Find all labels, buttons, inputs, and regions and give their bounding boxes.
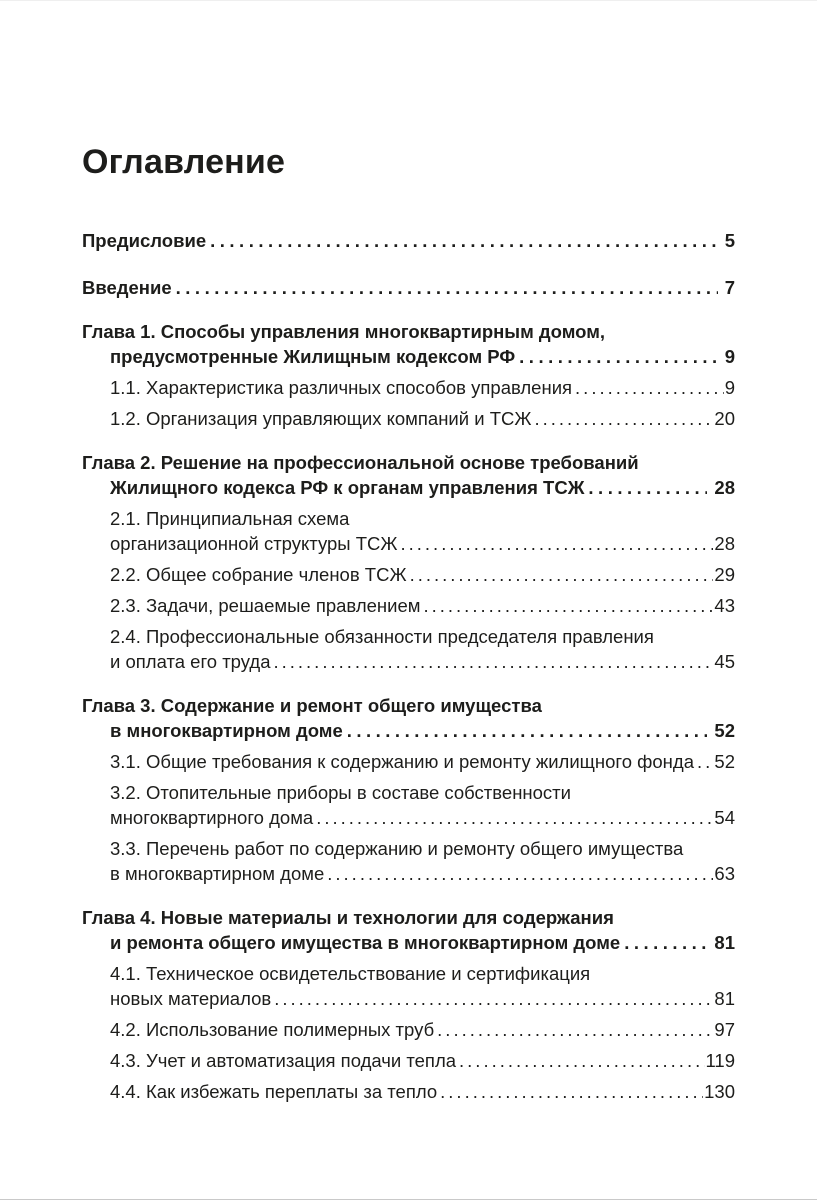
dot-leader [172, 275, 718, 300]
toc-entry [82, 1017, 735, 1042]
toc-page-number: 130 [704, 1081, 735, 1102]
toc-entry-line [110, 593, 735, 618]
dot-leader [270, 649, 713, 674]
toc-entry-line [110, 805, 735, 830]
dot-leader [324, 861, 713, 886]
dot-leader [398, 531, 714, 556]
toc-entry-line [110, 375, 735, 400]
toc-page-number: 20 [714, 408, 735, 429]
dot-leader [572, 375, 724, 400]
dot-leader [206, 228, 718, 253]
toc-entry-title: 1.2. Организация управляющих компаний и ТСЖ [110, 408, 532, 429]
toc-entry-title: Глава 3. Содержание и ремонт общего имущества [82, 695, 542, 716]
dot-leader [515, 344, 718, 369]
toc-entry-line [110, 1048, 735, 1073]
toc-entry-title: 2.4. Профессиональные обязанности председателя правления [110, 626, 654, 647]
toc-entry-line [110, 986, 735, 1011]
toc-entry [82, 406, 735, 431]
toc-page-number: 97 [714, 1019, 735, 1040]
dot-leader [313, 805, 713, 830]
toc-page-number: 81 [714, 932, 735, 953]
toc-entry-title: Введение [82, 277, 172, 298]
toc-entry-title: 3.1. Общие требования к содержанию и ремонту жилищного фонда [110, 751, 694, 772]
toc-entry [82, 275, 735, 300]
dot-leader [434, 1017, 713, 1042]
toc-entry [82, 693, 735, 743]
toc-entry-line [82, 905, 735, 930]
toc-entry-title: 4.1. Техническое освидетельствование и сертификация [110, 963, 591, 984]
toc-page-number: 54 [714, 807, 735, 828]
toc-entry [82, 749, 735, 774]
toc-entry-title: в многоквартирном доме [110, 720, 343, 741]
toc-entry-line [82, 228, 735, 253]
toc-page-number: 9 [724, 346, 735, 367]
dot-leader [456, 1048, 704, 1073]
toc-entry-line [110, 562, 735, 587]
toc-page-number: 81 [714, 988, 735, 1009]
dot-leader [437, 1079, 703, 1104]
toc-entry-line [82, 718, 735, 743]
toc-entry-line [110, 836, 735, 861]
toc-entry [82, 961, 735, 1011]
toc-page-number: 7 [724, 277, 735, 298]
table-of-contents [82, 228, 735, 1104]
toc-entry-title: Глава 4. Новые материалы и технологии для содержания [82, 907, 614, 928]
toc-entry [82, 836, 735, 886]
toc-page-number: 45 [714, 651, 735, 672]
toc-entry-title: 3.2. Отопительные приборы в составе собственности [110, 782, 571, 803]
toc-entry-title: предусмотренные Жилищным кодексом РФ [110, 346, 516, 367]
toc-entry-line [110, 1079, 735, 1104]
toc-entry-line [110, 861, 735, 886]
toc-page-number: 5 [724, 230, 735, 251]
toc-entry [82, 780, 735, 830]
toc-entry-line [110, 649, 735, 674]
toc-entry [82, 1079, 735, 1104]
toc-entry-line [110, 961, 735, 986]
toc-entry-line [110, 531, 735, 556]
toc-page-number: 9 [724, 377, 735, 398]
dot-leader [407, 562, 714, 587]
toc-entry [82, 319, 735, 369]
toc-entry-title: организационной структуры ТСЖ [110, 533, 398, 554]
dot-leader [620, 930, 707, 955]
toc-page-number: 43 [714, 595, 735, 616]
toc-entry-title: Глава 1. Способы управления многоквартирным домом, [82, 321, 606, 342]
toc-entry-line [82, 275, 735, 300]
toc-entry-title: 2.3. Задачи, решаемые правлением [110, 595, 421, 616]
toc-entry-title: и оплата его труда [110, 651, 271, 672]
toc-entry-title: 4.4. Как избежать переплаты за тепло [110, 1081, 438, 1102]
toc-page-number: 52 [714, 751, 735, 772]
toc-page-number: 29 [714, 564, 735, 585]
toc-page-number: 52 [714, 720, 735, 741]
toc-entry [82, 1048, 735, 1073]
toc-entry [82, 450, 735, 500]
toc-entry [82, 624, 735, 674]
toc-entry [82, 562, 735, 587]
toc-entry-title: 4.3. Учет и автоматизация подачи тепла [110, 1050, 457, 1071]
toc-entry [82, 375, 735, 400]
toc-entry-title: Жилищного кодекса РФ к органам управления ТСЖ [110, 477, 585, 498]
toc-entry-line [82, 450, 735, 475]
page-title: Оглавление [82, 143, 286, 181]
toc-entry-line [82, 693, 735, 718]
toc-entry-line [110, 749, 735, 774]
toc-entry-line [82, 319, 735, 344]
dot-leader [271, 986, 713, 1011]
toc-entry-line [82, 930, 735, 955]
toc-entry-title: в многоквартирном доме [110, 863, 325, 884]
toc-entry-line [110, 624, 735, 649]
toc-entry [82, 228, 735, 253]
toc-entry [82, 905, 735, 955]
toc-entry-title: Глава 2. Решение на профессиональной основе требований [82, 452, 639, 473]
toc-entry-line [110, 1017, 735, 1042]
toc-entry-line [82, 344, 735, 369]
toc-entry-title: Предисловие [82, 230, 207, 251]
toc-page-number: 28 [714, 533, 735, 554]
toc-entry-title: 3.3. Перечень работ по содержанию и ремонту общего имущества [110, 838, 684, 859]
toc-entry-line [110, 506, 735, 531]
dot-leader [694, 749, 713, 774]
toc-entry [82, 506, 735, 556]
toc-entry-title: 2.1. Принципиальная схема [110, 508, 350, 529]
dot-leader [584, 475, 707, 500]
toc-entry-line [110, 780, 735, 805]
toc-page-number: 119 [705, 1050, 735, 1071]
toc-entry-title: 4.2. Использование полимерных труб [110, 1019, 435, 1040]
toc-entry-line [82, 475, 735, 500]
dot-leader [420, 593, 713, 618]
toc-entry [82, 593, 735, 618]
toc-entry-title: новых материалов [110, 988, 272, 1009]
toc-page-number: 28 [714, 477, 735, 498]
toc-entry-title: 2.2. Общее собрание членов ТСЖ [110, 564, 407, 585]
toc-entry-line [110, 406, 735, 431]
toc-entry-title: и ремонта общего имущества в многоквартирном доме [110, 932, 621, 953]
toc-entry-title: 1.1. Характеристика различных способов управления [110, 377, 573, 398]
dot-leader [343, 718, 708, 743]
toc-page-number: 63 [714, 863, 735, 884]
toc-entry-title: многоквартирного дома [110, 807, 314, 828]
dot-leader [531, 406, 713, 431]
